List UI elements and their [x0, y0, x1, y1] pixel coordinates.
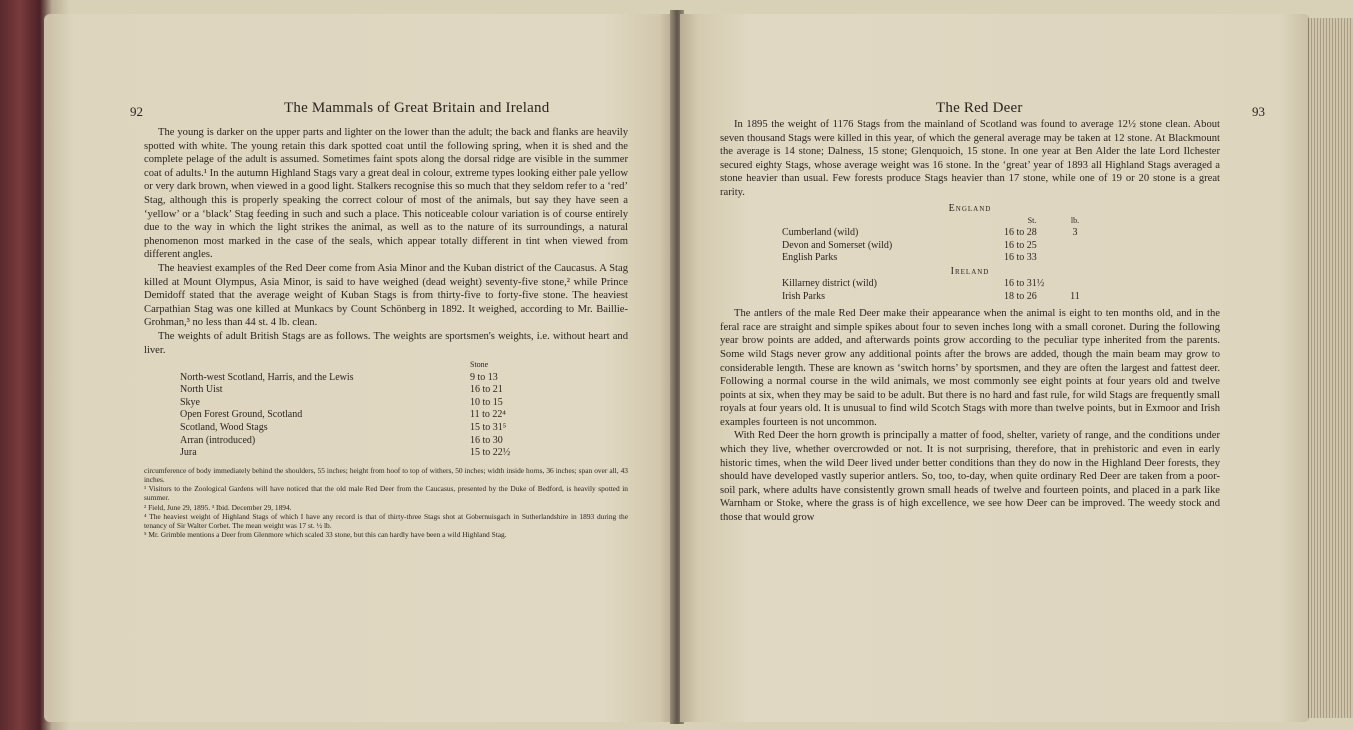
table-heading: Ireland — [950, 265, 990, 277]
table-row: Arran (introduced) 16 to 30 — [180, 434, 503, 446]
page-number: 92 — [130, 104, 143, 119]
right-page — [680, 14, 1310, 722]
paragraph: The weights of adult British Stags are as follows. The weights are sportsmen's weights, i.e. without heart and liver. — [144, 330, 628, 356]
weights-table: England St. lb. Cumberland (wild) 16 to 28 3 Devon and Somerset (wild) 16 to 25 English Parks 16 to 33 Ireland Killarney district (wild) 16 to 31½ Irish Parks 18 to 26 11 — [720, 202, 1220, 304]
weights-table — [144, 359, 628, 460]
table-row: Skye 10 to 15 — [180, 396, 503, 408]
page-number: 93 — [1252, 104, 1265, 119]
body-text — [144, 126, 628, 539]
table-row: Open Forest Ground, Scotland 11 to 22⁴ — [180, 409, 506, 421]
running-head: The Mammals of Great Britain and Ireland — [284, 100, 550, 116]
table-row: English Parks 16 to 33 — [782, 252, 1037, 264]
table-row: Killarney district (wild) 16 to 31½ — [782, 277, 1045, 289]
footnote: circumference of body immediately behind the shoulders, 55 inches; height from hoof to top of withers, 50 inches; width inside horns, 36 inches; span over all, 43 inches. — [144, 465, 628, 485]
running-head: The Red Deer — [936, 100, 1023, 116]
unit-label: Stone — [470, 360, 489, 370]
table-row: Jura 15 to 22½ — [180, 447, 511, 459]
footnote: ⁵ Mr. Grimble mentions a Deer from Glenmore which scaled 33 stone, but this can hardly have been a wild Highland Stag. — [144, 530, 507, 540]
table-row: North-west Scotland, Harris, and the Lewis 9 to 13 — [180, 371, 498, 383]
table-row: Cumberland (wild) 16 to 28 3 — [782, 227, 1078, 239]
body-text — [720, 118, 1220, 525]
footnotes — [144, 466, 628, 540]
table-heading: England — [948, 202, 992, 214]
paragraph: In 1895 the weight of 1176 Stags from the mainland of Scotland was found to average 12½ stone clean. About seven thousand Stags were killed in this year, of which the general average may be taken at 12 stone. At Blackmount the average is 14 stone; Dalness, 15 stone; Glenquoich, 15 stone. In one year at Ben Alder the late Lord Ilchester secured eighty Stags, whose average weight was 16 stone. In the ‘great’ year of 1893 all Highland Stags averaged a stone heavier than usual. Few forests produce Stags heavier than 17 stone, while one of 19 or 20 stone is a great rarity. — [720, 119, 1220, 198]
left-page — [44, 14, 674, 722]
paragraph: The antlers of the male Red Deer make their appearance when the animal is eight to ten months old, and in the feral race are straight and simple spikes about four to seven inches long with a small coronet. During the following year brow points are added, and afterwards points grow according to the peculiar type inherited from the parents. Some wild Stags never grow any additional points after the brows are added, though the main beam may grow to considerable length. These are known as ‘switch horns’ by sportsmen, and they are often the largest and fattest deer. Following a normal course in the wild animals, we most commonly see eight points at four years old and twelve points at six, when they may be said to be adult. But there is no hard and fast rule, for wild Stags are frequently small royals at four years old. It is unusual to find wild Scotch Stags with more than twelve points, but in Exmoor and Irish examples fourteen is not uncommon. — [720, 308, 1220, 428]
table-row: Devon and Somerset (wild) 16 to 25 — [782, 239, 1037, 251]
footnote: ⁴ The heaviest weight of Highland Stags of which I have any record is that of thirty-three Stags shot at Gobernuisgach in Sutherlandshire in 1893 during the tenancy of Sir Walter Corbet. The mean weight was 17 st. ½ lb. — [144, 511, 628, 531]
paragraph: With Red Deer the horn growth is principally a matter of food, shelter, variety of range, and the conditions under which they live, whether overcrowded or not. It is not surprising, therefore, that in prehistoric and even in early historic times, when the wild Deer lived under better conditions than they do now in the Highland Deer forests, they should have developed vastly superior antlers. So, too, to-day, when quite ordinary Red Deer are taken from a poor-soil park, where adults have consistently grown small heads of twelve and fourteen points, and placed in a park like Warnham or Stoke, where the grass is of high excellence, we see how Deer can be improved. The weedy stock and those that would grow — [720, 430, 1220, 524]
paragraph: The young is darker on the upper parts and lighter on the lower than the adult; the back and flanks are heavily spotted with white. The young retain this dark spotted coat until the following spring, when it is shed and the complete pelage of the adult is assumed. Sometimes faint spots along the dorsal ridge are visible in the summer coat of adults.¹ In the autumn Highland Stags vary a great deal in colour, extreme types looking either pale yellow or very dark brown, when viewed in a good light. Stalkers recognise this so much that they seldom refer to a ‘red’ Stag, although this is properly speaking the correct colour of most of the animals, but say they have seen a ‘yellow’ or a ‘black’ Stag feeding in such and such a place. This noticeable colour variation is of course entirely due to the way in which the light strikes the animal, as well as to the nature of its surroundings, a natural phenomenon most marked in the case of the seals, which appear totally different in tint when viewed from different angles. — [144, 127, 628, 261]
table-row: Scotland, Wood Stags 15 to 31⁵ — [180, 422, 507, 434]
page-edges — [1308, 18, 1353, 718]
table-row: North Uist 16 to 21 — [180, 384, 503, 396]
table-row: Irish Parks 18 to 26 11 — [782, 290, 1080, 302]
footnote: ¹ Visitors to the Zoological Gardens will have noticed that the old male Red Deer from the Caucasus, presented by the Duke of Bedford, is heavily spotted in summer. — [144, 484, 628, 503]
paragraph: The heaviest examples of the Red Deer come from Asia Minor and the Kuban district of the Caucasus. A Stag killed at Mount Olympus, Asia Minor, is said to have weighed (dead weight) seventy-five stone,² while Prince Demidoff stated that the average weight of Kuban Stags is from thirty-five to forty-five stone. The heaviest Carpathian Stag was one killed at Munkacs by Count Schönberg in 1892. It weighed, according to Mr. Baillie-Grohman,³ no less than 44 st. 4 lb. clean. — [144, 262, 628, 329]
footnote: ² Field, June 29, 1895. ³ Ibid. December 29, 1894. — [144, 502, 292, 512]
